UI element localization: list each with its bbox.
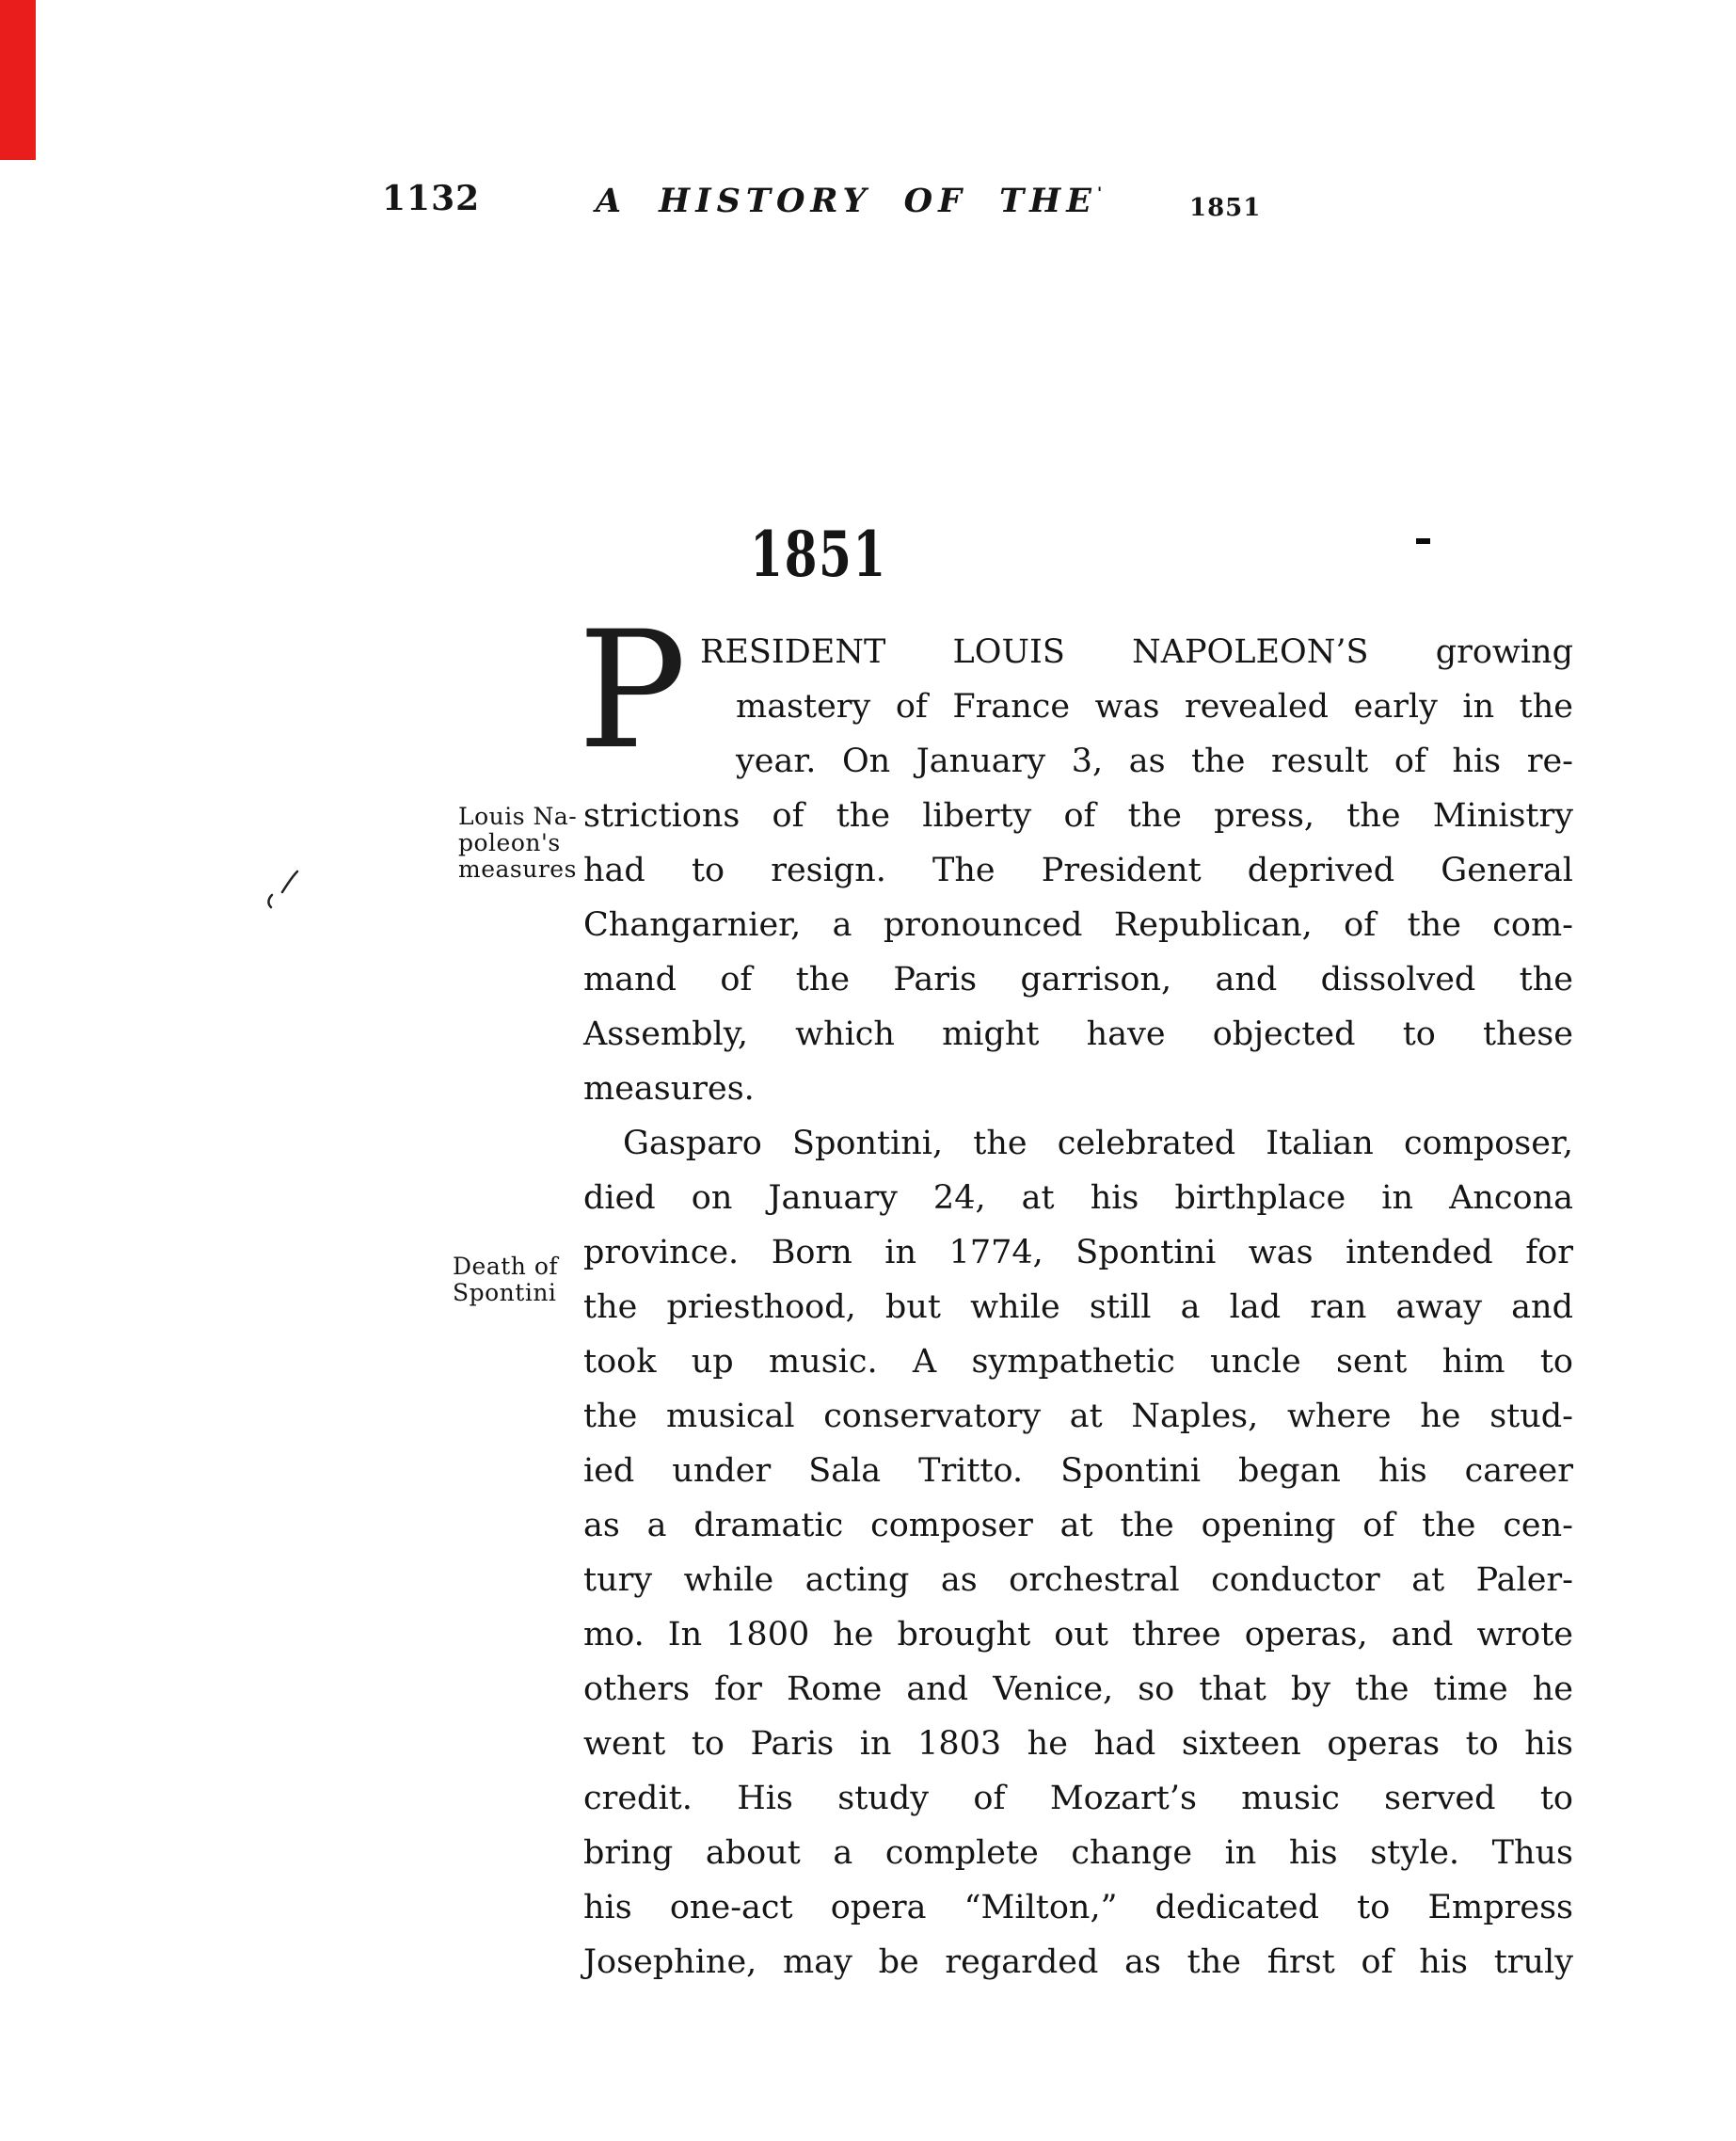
body-line: strictions of the liberty of the press, the Ministry xyxy=(583,797,1573,835)
pen-mark-icon xyxy=(254,858,301,915)
body-line: others for Rome and Venice, so that by the time he xyxy=(583,1670,1573,1708)
body-line: measures. xyxy=(583,1070,755,1108)
running-title-tick: ' xyxy=(1096,184,1103,203)
body-line: Gasparo Spontini, the celebrated Italian composer, xyxy=(623,1125,1573,1162)
margin-note-line: measures xyxy=(458,855,577,883)
running-title xyxy=(529,182,1169,220)
body-line: had to resign. The President deprived General xyxy=(583,852,1573,889)
body-line: the priesthood, but while still a lad ran away and xyxy=(583,1288,1573,1326)
red-margin-stripe xyxy=(0,0,36,160)
margin-note-louis-napoleons-measures xyxy=(458,804,577,883)
body-line: died on January 24, at his birthplace in Ancona xyxy=(583,1179,1573,1217)
body-line: went to Paris in 1803 he had sixteen operas to his xyxy=(583,1725,1573,1763)
drop-cap-letter: P xyxy=(578,596,687,785)
page-number: 1132 xyxy=(382,179,481,218)
body-line: year. On January 3, as the result of his re- xyxy=(736,743,1573,780)
margin-note-line: poleon's xyxy=(458,829,561,856)
body-line: took up music. A sympathetic uncle sent him to xyxy=(583,1343,1573,1381)
body-line: province. Born in 1774, Spontini was intended for xyxy=(583,1234,1573,1271)
body-line: mand of the Paris garrison, and dissolved the xyxy=(583,961,1573,999)
running-title-text: A HISTORY OF THE xyxy=(595,182,1097,220)
section-title: 1851 xyxy=(750,518,887,591)
body-line: his one-act opera “Milton,” dedicated to Empress xyxy=(583,1889,1573,1926)
margin-note-death-of-spontini xyxy=(453,1254,558,1306)
margin-note-line: Death of xyxy=(453,1253,559,1280)
margin-note-line: Louis Na- xyxy=(458,803,578,830)
margin-note-line: Spontini xyxy=(453,1279,557,1306)
body-line: Changarnier, a pronounced Republican, of the com- xyxy=(583,906,1573,944)
body-line: mastery of France was revealed early in the xyxy=(736,688,1573,726)
body-line: credit. His study of Mozart’s music served to xyxy=(583,1780,1573,1817)
header-year: 1851 xyxy=(1189,194,1262,222)
body-line: tury while acting as orchestral conductor at Paler- xyxy=(583,1561,1573,1599)
body-line: RESIDENT LOUIS NAPOLEON’S growing xyxy=(700,633,1573,671)
body-line: mo. In 1800 he brought out three operas, and wrote xyxy=(583,1616,1573,1654)
body-line: as a dramatic composer at the opening of the cen- xyxy=(583,1507,1573,1544)
body-line: bring about a complete change in his style. Thus xyxy=(583,1834,1573,1872)
body-line: Josephine, may be regarded as the first of his truly xyxy=(583,1943,1573,1981)
body-line: Assembly, which might have objected to these xyxy=(583,1015,1573,1053)
body-line: the musical conservatory at Naples, where he stud- xyxy=(583,1398,1573,1435)
body-line: ied under Sala Tritto. Spontini began his career xyxy=(583,1452,1573,1490)
stray-dash-mark xyxy=(1416,538,1430,544)
body-text-column xyxy=(583,625,1573,1989)
